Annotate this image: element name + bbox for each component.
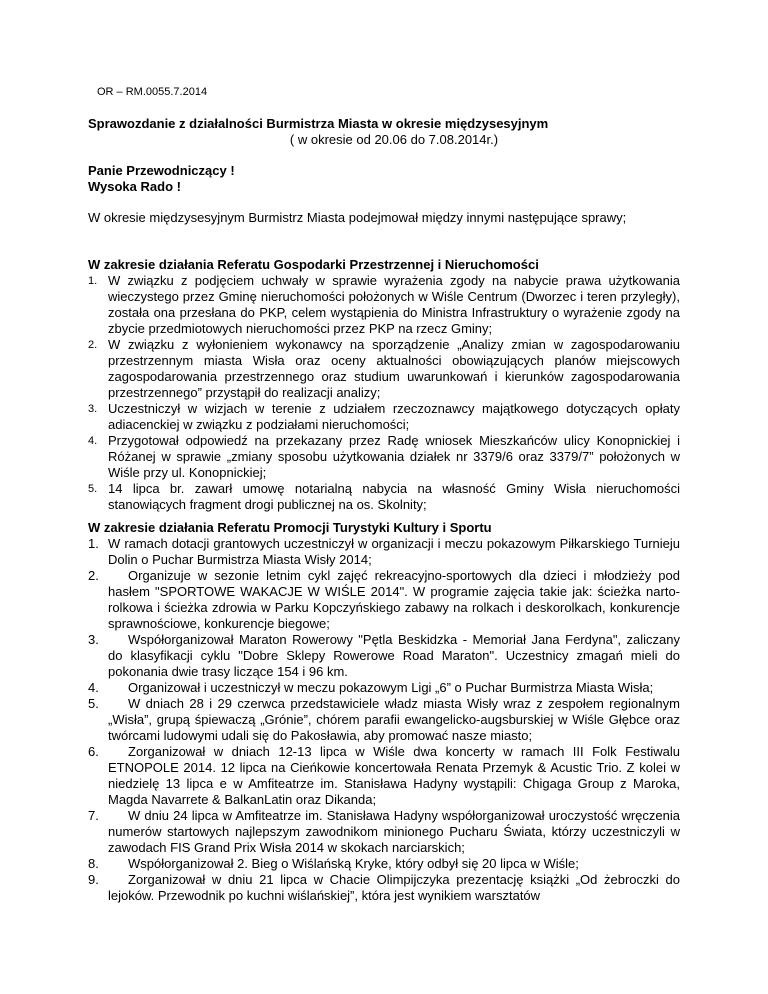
item-number: 2.	[88, 339, 98, 351]
item-text: Organizuje w sezonie letnim cykl zajęć rekreacyjno-sportowych dla dzieci i młodzieży pod hasłem "SPORTOWE WAKACJE W WIŚLE 2014". W programie zajęcia takie jak: ścieżka narto-rolkowa i ścieżka zdrowia w Parku Kopczyńskiego zabawy na rolkach i deskorolkach, konkurencje sprawnościowe, konkurencje biegowe;	[108, 568, 680, 631]
list-item	[88, 632, 680, 680]
greeting-council: Wysoka Rado !	[88, 179, 181, 194]
item-text: W dniu 24 lipca w Amfiteatrze im. Stanisława Hadyny współorganizował uroczystość wręczenia numerów startowych najlepszym zawodnikom minionego Pucharu Świata, którzy uczestniczyli w zawodach FIS Grand Prix Wisła 2014 w skokach narciarskich;	[108, 808, 680, 855]
section-heading-spatial-planning: W zakresie działania Referatu Gospodarki Przestrzennej i Nieruchomości	[88, 257, 539, 272]
list-item	[88, 696, 680, 744]
item-text: Organizował i uczestniczył w meczu pokazowym Ligi „6” o Puchar Burmistrza Miasta Wisła;	[128, 680, 654, 695]
list-item	[88, 808, 680, 856]
item-number: 1.	[88, 275, 98, 287]
item-number: 7.	[88, 808, 99, 823]
list-item	[88, 856, 680, 872]
item-text: W ramach dotacji grantowych uczestniczył w organizacji i meczu pokazowym Piłkarskiego Turnieju Dolin o Puchar Burmistrza Miasta Wisły 2014;	[108, 536, 680, 567]
section-heading-tourism-culture-sport: W zakresie działania Referatu Promocji Turystyki Kultury i Sportu	[88, 520, 492, 535]
item-text: 14 lipca br. zawarł umowę notarialną nabycia na własność Gminy Wisła nieruchomości stanowiących fragment drogi publicznej na os. Skolnity;	[108, 481, 680, 512]
list-item	[88, 744, 680, 808]
item-text: W związku z podjęciem uchwały w sprawie wyrażenia zgody na nabycie prawa użytkowania wieczystego przez Gminę nieruchomości położonych w Wiśle Centrum (Dworzec i teren przyległy), została ona przesłana do PKP, celem wystąpienia do Ministra Infrastruktury o wyrażenie zgody na zbycie przedmiotowych nieruchomości przez PKP na rzecz Gminy;	[108, 273, 680, 336]
item-text: Przygotował odpowiedź na przekazany przez Radę wniosek Mieszkańców ulicy Konopnickiej i Różanej w sprawie „zmiany sposobu użytkowania działek nr 3379/6 oraz 3379/7” położonych w Wiśle przy ul. Konopnickiej;	[108, 433, 680, 480]
item-text: Zorganizował w dniach 12-13 lipca w Wiśle dwa koncerty w ramach III Folk Festiwalu ETNOPOLE 2014. 12 lipca na Cieńkowie koncertowała Renata Przemyk & Acustic Trio. Z kolei w niedzielę 13 lipca e w Amfiteatrze im. Stanisława Hadyny wystąpili: Chigaga Group z Maroka, Magda Navarrete & BalkanLatin oraz Dikanda;	[108, 744, 680, 807]
item-text: Zorganizował w dniu 21 lipca w Chacie Olimpijczyka prezentację książki „Od żebroczki do lejoków. Przewodnik po kuchni wiślańskiej”, która jest wynikiem warsztatów	[108, 872, 680, 903]
item-text: Uczestniczył w wizjach w terenie z udziałem rzeczoznawcy majątkowego dotyczących opłaty adiacenckiej w związku z podziałami nieruchomości;	[108, 401, 680, 432]
document-reference: OR – RM.0055.7.2014	[97, 86, 208, 98]
tourism-culture-sport-list	[88, 536, 680, 904]
list-item	[88, 872, 680, 904]
item-number: 8.	[88, 856, 99, 871]
item-text: Współorganizował 2. Bieg o Wiślańską Kryke, który odbył się 20 lipca w Wiśle;	[128, 856, 579, 871]
list-item	[88, 273, 680, 337]
item-number: 3.	[88, 632, 99, 647]
intro-paragraph: W okresie międzysesyjnym Burmistrz Miasta podejmował między innymi następujące sprawy;	[88, 210, 627, 225]
item-number: 3.	[88, 403, 98, 415]
item-number: 5.	[88, 483, 98, 495]
list-item	[88, 680, 680, 696]
item-number: 2.	[88, 568, 99, 583]
item-text: W związku z wyłonieniem wykonawcy na sporządzenie „Analizy zmian w zagospodarowaniu przestrzennym miasta Wisła oraz oceny aktualności obowiązujących planów miejscowych zagospodarowania przestrzennego oraz studium uwarunkowań i kierunków zagospodarowania przestrzennego” przystąpił do realizacji analizy;	[108, 337, 680, 400]
greeting-chairman: Panie Przewodniczący !	[88, 163, 235, 178]
item-number: 4.	[88, 435, 98, 447]
item-text: W dniach 28 i 29 czerwca przedstawiciele władz miasta Wisły wraz z zespołem regionalnym „Wisła”, grupą śpiewaczą „Grónie”, chórem parafii ewangelicko-augsburskiej w Wiśle Głębce oraz twórcami ludowymi udali się do Pakosławia, aby promować nasze miasto;	[108, 696, 680, 743]
item-number: 6.	[88, 744, 99, 759]
list-item	[88, 401, 680, 433]
item-number: 5.	[88, 696, 99, 711]
list-item	[88, 433, 680, 481]
report-period: ( w okresie od 20.06 do 7.08.2014r.)	[289, 132, 499, 147]
item-number: 9.	[88, 872, 99, 887]
list-item	[88, 481, 680, 513]
report-title: Sprawozdanie z działalności Burmistrza Miasta w okresie międzysesyjnym	[88, 116, 549, 131]
list-item	[88, 337, 680, 401]
list-item	[88, 568, 680, 632]
spatial-planning-list	[88, 273, 680, 513]
item-text: Współorganizował Maraton Rowerowy "Pętla Beskidzka - Memoriał Jana Ferdyna", zaliczany do klasyfikacji cyklu "Dobre Sklepy Rowerowe Road Maraton". Uczestnicy zmagań mieli do pokonania dwie trasy liczące 154 i 96 km.	[108, 632, 680, 679]
list-item	[88, 536, 680, 568]
item-number: 1.	[88, 536, 99, 551]
item-number: 4.	[88, 680, 99, 695]
